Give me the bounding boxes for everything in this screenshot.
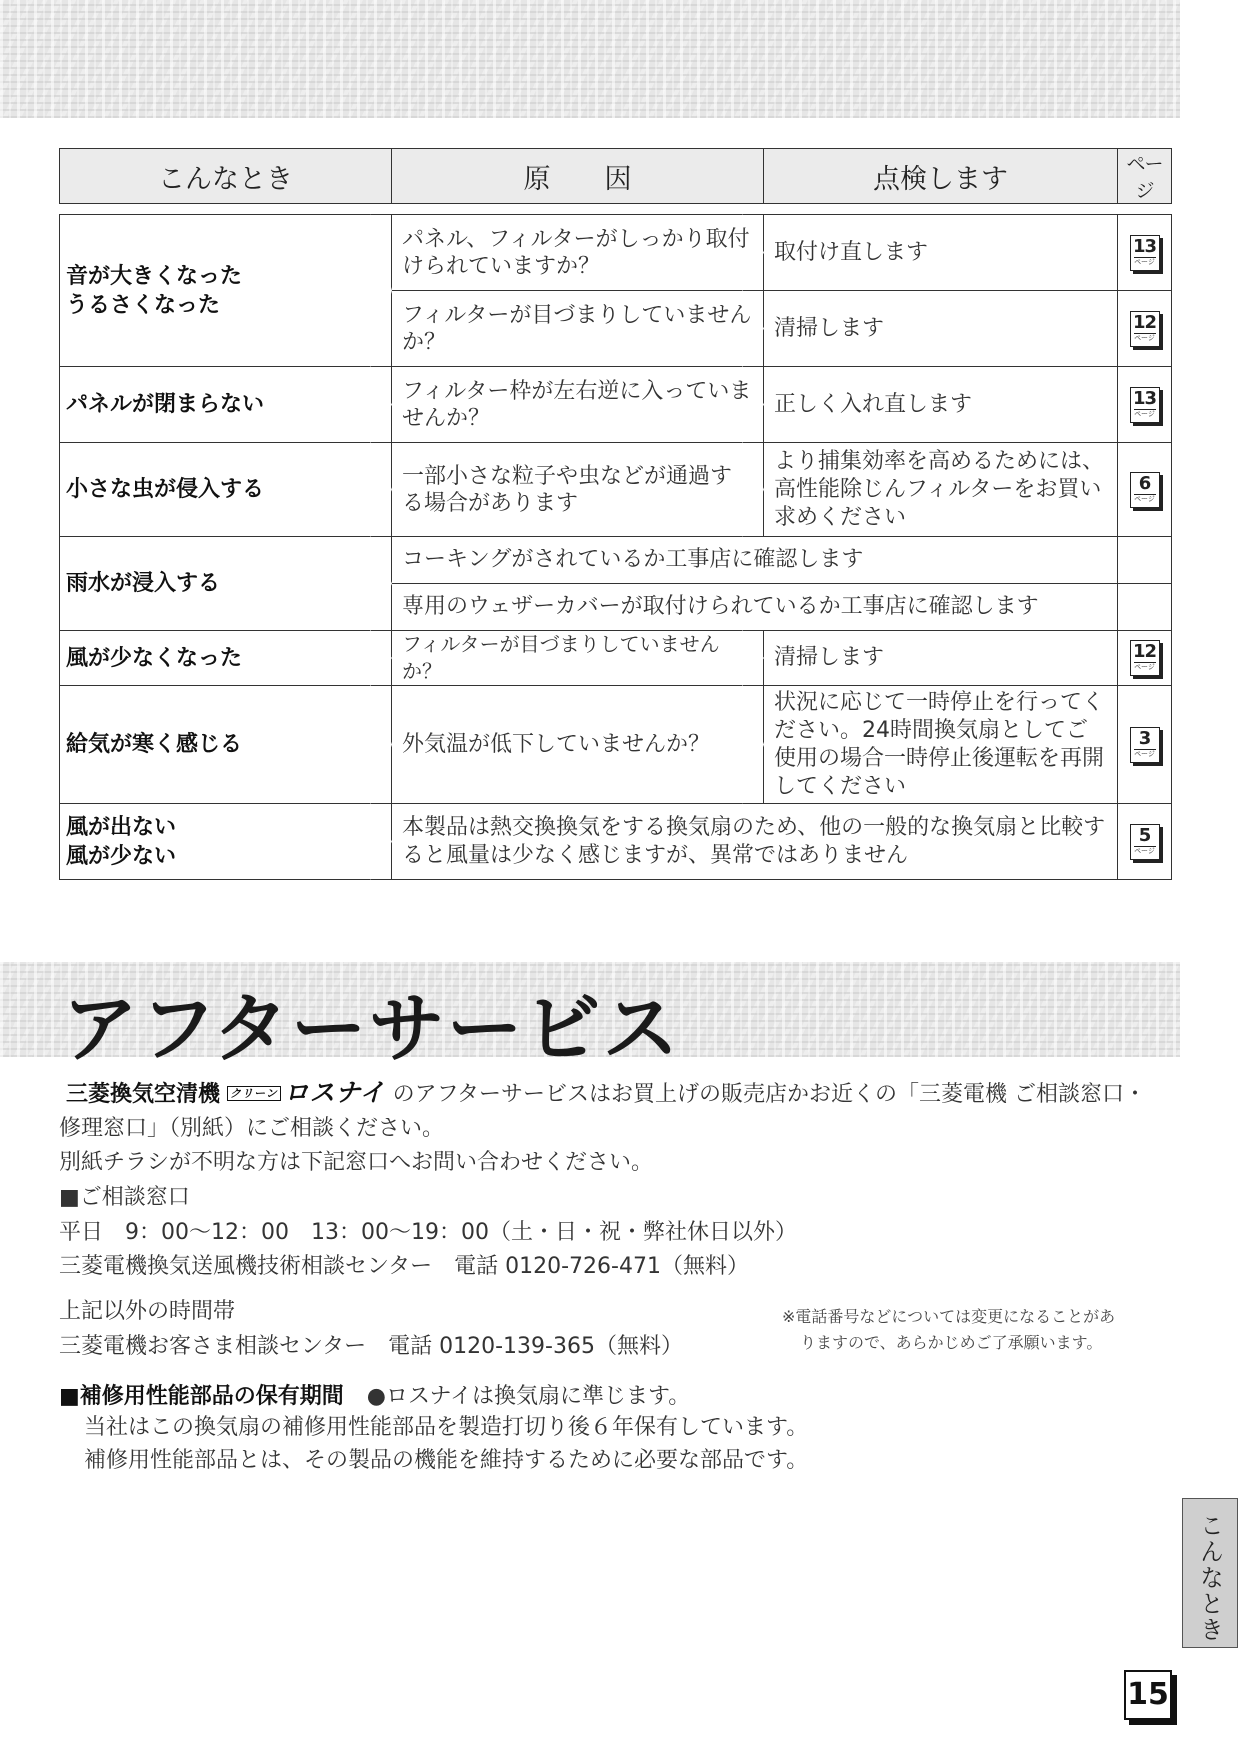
- row-arrow-icon: [370, 630, 392, 686]
- parts-line-2: 補修用性能部品とは、その製品の機能を維持するために必要な部品です。: [84, 1448, 809, 1473]
- rosnai-logo: クリーン ロスナイ: [227, 1078, 386, 1109]
- check-cell: 状況に応じて一時停止を行ってください。24時間換気扇としてご使用の場合一時停止後運転を再開してください: [764, 686, 1118, 804]
- wide-cell: 専用のウェザーカバーが取付けられているか工事店に確認します: [392, 584, 1118, 631]
- wide-cell: 本製品は熱交換換気をする換気扇のため、他の一般的な換気扇と比較すると風量は少なく感じますが、異常ではありません: [392, 804, 1118, 880]
- page-ref-empty: [1118, 584, 1172, 631]
- header-cause: 原 因: [392, 149, 764, 204]
- check-cell: 正しく入れ直します: [764, 367, 1118, 443]
- intro-text: のアフターサービスはお買上げの販売店かお近くの「三菱電機 ご相談窓口・: [392, 1082, 1147, 1107]
- troubleshooting-table: [59, 148, 1172, 880]
- section-side-tab: こんなとき: [1182, 1498, 1238, 1648]
- table-row: [60, 686, 1172, 804]
- page-ref-empty: [1118, 537, 1172, 584]
- header-page: ページ: [1118, 149, 1172, 204]
- cause-cell: パネル、フィルターがしっかり取付けられていますか？: [392, 215, 764, 291]
- other-hours-label: 上記以外の時間帯: [59, 1299, 236, 1324]
- row-arrow-icon: [742, 290, 764, 367]
- condition-cell: 風が出ない 風が少ない: [60, 804, 392, 880]
- condition-cell: 給気が寒く感じる: [60, 686, 392, 804]
- condition-cell: 小さな虫が侵入する: [60, 443, 392, 537]
- leaflet-note: 別紙チラシが不明な方は下記窓口へお問い合わせください。: [59, 1150, 654, 1175]
- table-row: [60, 631, 1172, 686]
- page-number: 15: [1124, 1670, 1172, 1720]
- row-arrow-icon: [370, 536, 392, 631]
- check-cell: より捕集効率を高めるためには、高性能除じんフィルターをお買い求めください: [764, 443, 1118, 537]
- parts-subnote: ●ロスナイは換気扇に準じます。: [366, 1384, 691, 1409]
- check-cell: 取付け直します: [764, 215, 1118, 291]
- header-texture-band: [0, 0, 1180, 118]
- row-arrow-icon: [370, 685, 392, 804]
- row-arrow-icon: [370, 442, 392, 537]
- condition-cell: パネルが閉まらない: [60, 367, 392, 443]
- page-ref: [1118, 443, 1172, 537]
- row-arrow-icon: [742, 366, 764, 443]
- check-cell: 清掃します: [764, 291, 1118, 367]
- parts-heading-line: [59, 1382, 690, 1412]
- page-ref: [1118, 291, 1172, 367]
- condition-cell: 風が少なくなった: [60, 631, 392, 686]
- page-ref: [1118, 686, 1172, 804]
- customer-center-phone: 三菱電機お客さま相談センター 電話 0120-139-365（無料）: [59, 1334, 683, 1359]
- table-row: [60, 537, 1172, 584]
- page-ref-icon: 3 ページ: [1130, 727, 1160, 763]
- cause-cell: フィルターが目づまりしていませんか？: [392, 631, 764, 686]
- page-ref: [1118, 367, 1172, 443]
- business-hours: 平日 9：00～12：00 13：00～19：00（土・日・祝・弊社休日以外）: [59, 1220, 797, 1245]
- page-ref: [1118, 215, 1172, 291]
- row-arrow-icon: [742, 442, 764, 537]
- table-row: [60, 443, 1172, 537]
- row-arrow-icon: [370, 366, 392, 443]
- table-row: [60, 804, 1172, 880]
- table-row: [60, 367, 1172, 443]
- cause-cell: 外気温が低下していませんか？: [392, 686, 764, 804]
- page-ref-icon: 12 ページ: [1130, 311, 1160, 347]
- page-ref-icon: 5 ページ: [1130, 824, 1160, 860]
- header-condition: こんなとき: [60, 149, 392, 204]
- parts-line-1: 当社はこの換気扇の補修用性能部品を製造打切り後６年保有しています。: [84, 1415, 809, 1440]
- condition-cell: 雨水が浸入する: [60, 537, 392, 631]
- row-arrow-icon: [742, 685, 764, 804]
- header-check: 点検します: [764, 149, 1118, 204]
- page-ref-icon: 13 ページ: [1130, 235, 1160, 271]
- phone-change-note: ※電話番号などについては変更になることがあ りますので、あらかじめご了承願います。: [782, 1307, 1116, 1352]
- cause-cell: フィルターが目づまりしていませんか？: [392, 291, 764, 367]
- parts-heading: ■補修用性能部品の保有期間: [59, 1384, 344, 1409]
- wide-cell: コーキングがされているか工事店に確認します: [392, 537, 1118, 584]
- page-ref: [1118, 631, 1172, 686]
- cause-cell: 一部小さな粒子や虫などが通過する場合があります: [392, 443, 764, 537]
- consult-heading: ■ご相談窓口: [59, 1185, 190, 1210]
- page-ref-icon: 6 ページ: [1130, 472, 1160, 508]
- condition-cell: 音が大きくなった うるさくなった: [60, 215, 392, 367]
- check-cell: 清掃します: [764, 631, 1118, 686]
- table-header-row: [60, 149, 1172, 204]
- row-arrow-icon: [370, 803, 392, 880]
- row-arrow-icon: [370, 214, 392, 367]
- page-ref-icon: 12 ページ: [1130, 640, 1160, 676]
- table-row: [60, 215, 1172, 291]
- tech-center-phone: 三菱電機換気送風機技術相談センター 電話 0120-726-471（無料）: [59, 1254, 749, 1279]
- intro-line-2: 修理窓口」（別紙）にご相談ください。: [59, 1116, 445, 1141]
- intro-line-1: [66, 1078, 1146, 1110]
- page-ref-icon: 13 ページ: [1130, 387, 1160, 423]
- row-arrow-icon: [742, 214, 764, 291]
- product-name: 三菱換気空清機: [66, 1082, 221, 1107]
- after-service-title: アフターサービス: [62, 984, 681, 1073]
- row-arrow-icon: [742, 630, 764, 686]
- cause-cell: フィルター枠が左右逆に入っていませんか？: [392, 367, 764, 443]
- page-ref: [1118, 804, 1172, 880]
